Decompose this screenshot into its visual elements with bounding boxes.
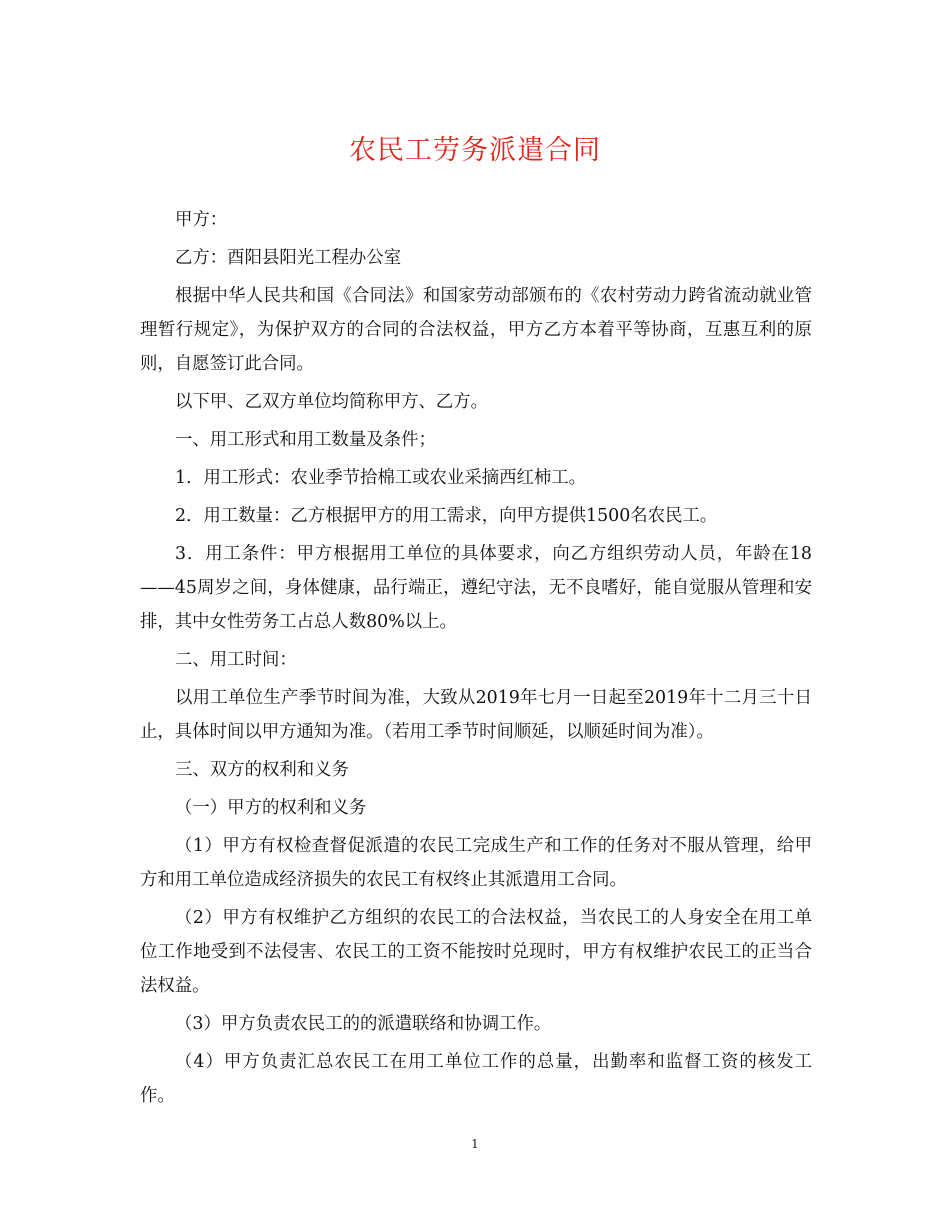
document-body bbox=[140, 203, 812, 1117]
paragraph-clause-4: （4）甲方负责汇总农民工在用工单位工作的总量，出勤率和监督工资的核发工作。 bbox=[140, 1052, 812, 1106]
paragraph-clause-2: （2）甲方有权维护乙方组织的农民工的合法权益，当农民工的人身安全在用工单位工作地受到不法侵害、农民工的工资不能按时兑现时，甲方有权维护农民工的正当合法权益。 bbox=[140, 908, 812, 996]
subsection-heading-party-a: （一）甲方的权利和义务 bbox=[175, 798, 367, 818]
paragraph-employment-time: 以用工单位生产季节时间为准，大致从2019年七月一日起至2019年十二月三十日止，具体时间以甲方通知为准。（若用工季节时间顺延，以顺延时间为准）。 bbox=[140, 688, 812, 742]
paragraph-clause-3: （3）甲方负责农民工的的派遣联络和协调工作。 bbox=[175, 1014, 552, 1034]
section-heading-time: 二、用工时间： bbox=[175, 650, 297, 670]
paragraph-employment-form: 1．用工形式：农业季节拾棉工或农业采摘西红柿工。 bbox=[175, 468, 587, 488]
section-heading-rights: 三、双方的权利和义务 bbox=[175, 760, 349, 780]
paragraph-employment-conditions: 3．用工条件：甲方根据用工单位的具体要求，向乙方组织劳动人员，年龄在18——45周岁之间，身体健康，品行端正，遵纪守法，无不良嗜好，能自觉服从管理和安排，其中女性劳务工占总人数80%以上。 bbox=[140, 544, 812, 632]
paragraph-preamble: 根据中华人民共和国《合同法》和国家劳动部颁布的《农村劳动力跨省流动就业管理暂行规定》，为保护双方的合同的合法权益，甲方乙方本着平等协商，互惠互利的原则，自愿签订此合同。 bbox=[140, 286, 812, 374]
page-number: 1 bbox=[471, 1137, 479, 1151]
paragraph-employment-quantity: 2．用工数量：乙方根据甲方的用工需求，向甲方提供1500名农民工。 bbox=[175, 506, 718, 526]
section-heading-employment: 一、用工形式和用工数量及条件； bbox=[175, 430, 436, 450]
document-title: 农民工劳务派遣合同 bbox=[349, 135, 601, 166]
paragraph-party-b: 乙方：酉阳县阳光工程办公室 bbox=[175, 248, 402, 268]
paragraph-party-a: 甲方： bbox=[175, 210, 228, 230]
paragraph-abbreviation: 以下甲、乙双方单位均简称甲方、乙方。 bbox=[175, 392, 489, 412]
paragraph-clause-1: （1）甲方有权检查督促派遣的农民工完成生产和工作的任务对不服从管理，给甲方和用工单位造成经济损失的农民工有权终止其派遣用工合同。 bbox=[140, 836, 812, 890]
